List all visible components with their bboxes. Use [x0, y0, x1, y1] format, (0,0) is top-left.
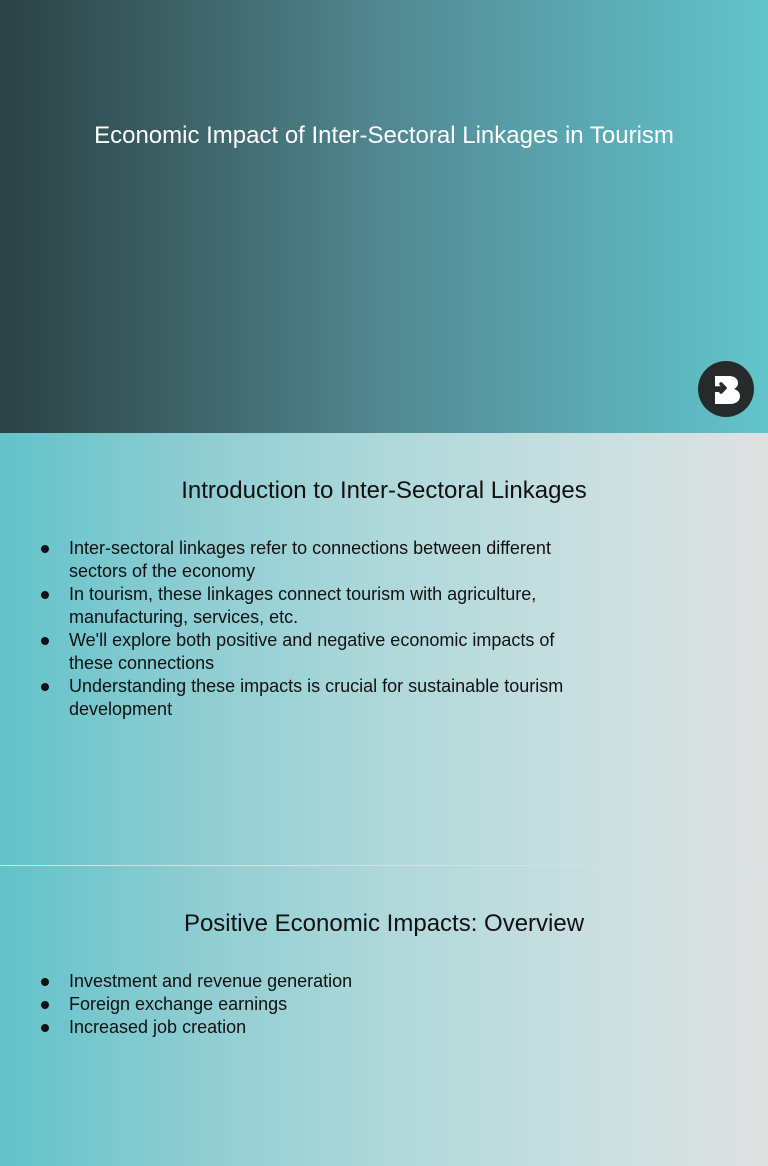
bullet-icon — [41, 978, 49, 986]
positive-bullet-list — [0, 970, 600, 1039]
bullet-icon — [41, 683, 49, 691]
bullet-icon — [41, 637, 49, 645]
brand-logo-icon[interactable] — [698, 361, 754, 417]
bullet-icon — [41, 545, 49, 553]
list-item — [0, 675, 600, 721]
list-item-text: Increased job creation — [69, 1017, 247, 1037]
list-item-text: Understanding these impacts is crucial for sustainable tourism development — [69, 676, 564, 719]
list-item-text: Investment and revenue generation — [69, 971, 353, 991]
bullet-icon — [41, 591, 49, 599]
list-item-text: Inter-sectoral linkages refer to connections between different sectors of the economy — [69, 538, 551, 581]
list-item — [0, 583, 600, 629]
intro-slide — [0, 433, 768, 865]
list-item-text: In tourism, these linkages connect tourism with agriculture, manufacturing, services, etc. — [69, 584, 537, 627]
positive-impacts-slide — [0, 866, 768, 1166]
presentation-title: Economic Impact of Inter-Sectoral Linkages in Tourism — [94, 122, 674, 149]
bullet-icon — [41, 1001, 49, 1009]
positive-heading: Positive Economic Impacts: Overview — [183, 910, 585, 937]
bullet-icon — [41, 1024, 49, 1032]
logo-glyph — [698, 361, 754, 417]
list-item-text: We'll explore both positive and negative economic impacts of these connections — [69, 630, 555, 673]
list-item-text: Foreign exchange earnings — [69, 994, 288, 1014]
list-item — [0, 993, 600, 1016]
title-slide — [0, 0, 768, 433]
list-item — [0, 970, 600, 993]
list-item — [0, 537, 600, 583]
list-item — [0, 1016, 600, 1039]
intro-bullet-list — [0, 537, 600, 721]
intro-heading: Introduction to Inter-Sectoral Linkages — [181, 477, 587, 504]
list-item — [0, 629, 600, 675]
